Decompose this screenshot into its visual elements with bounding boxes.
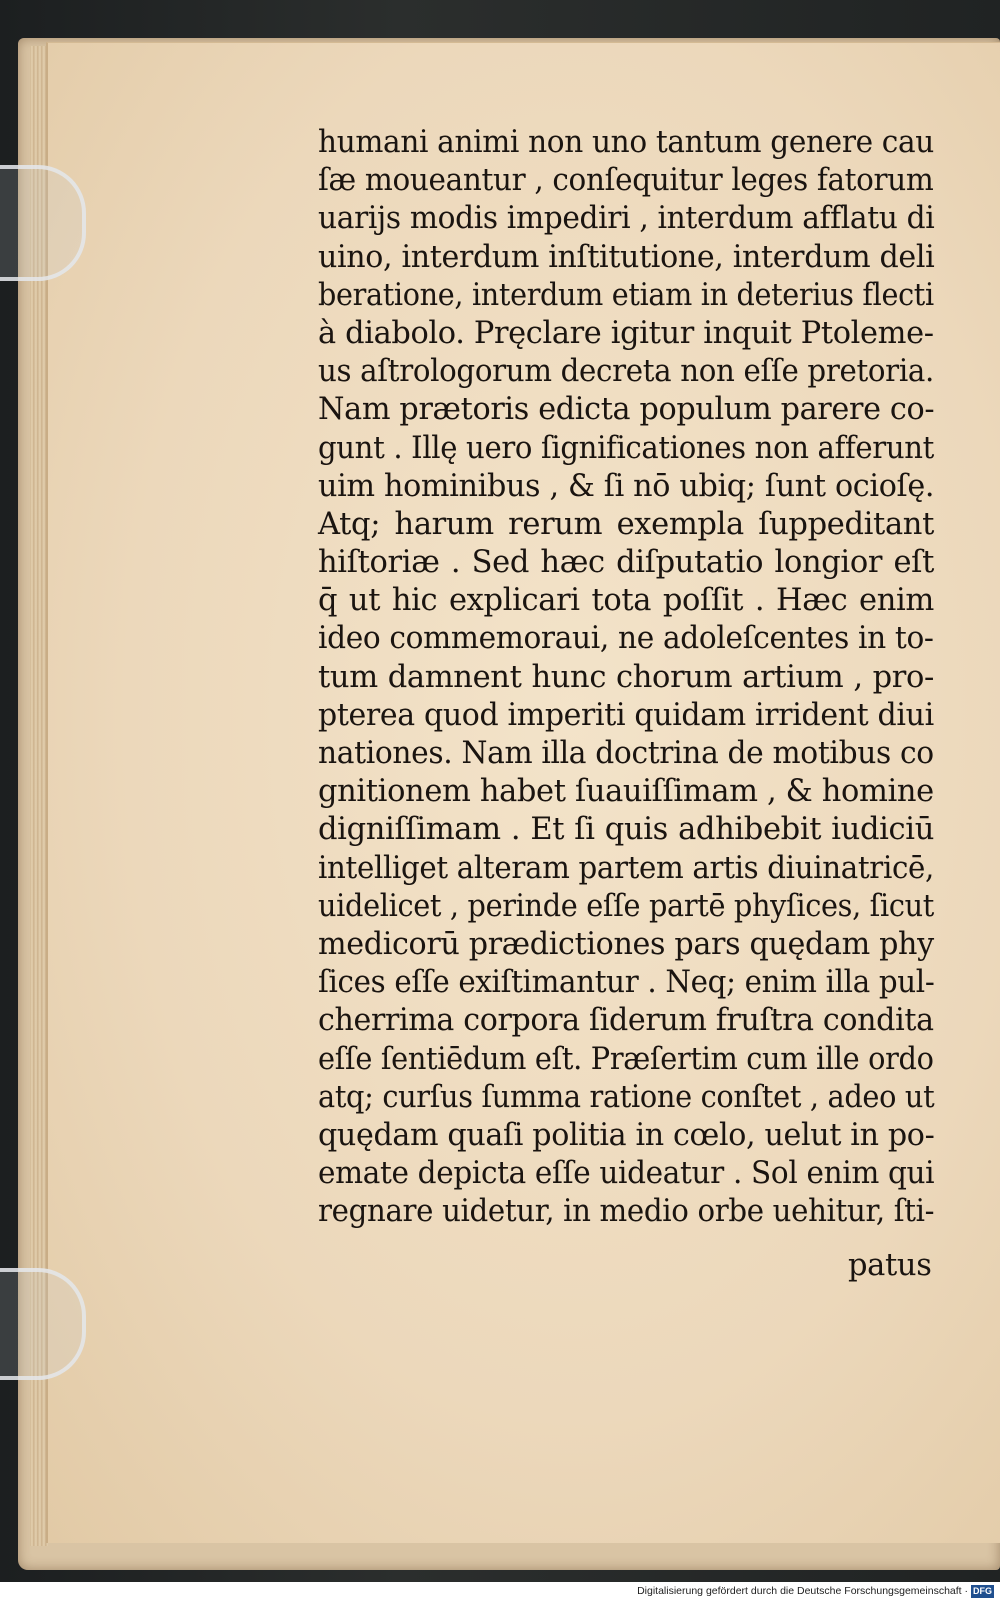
text-line: q̄ ut hic explicari tota poſſit . Hæc enim (318, 583, 934, 619)
text-line: ſæ moueantur , conſequitur leges fatorum (318, 163, 934, 199)
text-line: tum damnent hunc chorum artium , pro- (318, 659, 934, 695)
text-line: medicorū prædictiones pars quędam phy (318, 926, 934, 962)
text-line: gunt . Illę uero ſignificationes non afferunt (318, 430, 935, 466)
text-line: intelliget alteram partem artis diuinatricē, (318, 850, 934, 886)
catchword: patus (848, 1248, 932, 1283)
text-line: uino, interdum inſtitutione, interdum deli (318, 239, 935, 275)
text-line: digniſſimam . Et ſi quis adhibebit iudiciū (318, 812, 934, 848)
text-line: regnare uidetur, in medio orbe uehitur, ſti- (318, 1194, 935, 1230)
book-clip-top (0, 165, 86, 281)
text-line: pterea quod imperiti quidam irrident diui (318, 697, 934, 733)
page-text (318, 124, 934, 1231)
text-line: uarijs modis impediri , interdum afflatu di (318, 201, 935, 237)
text-line: Atq; harum rerum exempla ſuppeditant (318, 506, 934, 542)
text-line: quędam quaſi politia in cœlo, uelut in po- (318, 1117, 935, 1153)
dfg-logo: DFG (973, 1586, 992, 1596)
text-line: us aſtrologorum decreta non eſſe pretoria. (318, 354, 934, 390)
text-line: emate depicta eſſe uideatur . Sol enim qui (318, 1156, 935, 1192)
text-line: eſſe ſentiēdum eſt. Præſertim cum ille ordo (318, 1041, 934, 1077)
text-line: uim hominibus , & ſi nō ubiq; ſunt ocioſę. (318, 468, 935, 504)
text-line: à diabolo. Pręclare igitur inquit Ptoleme- (318, 315, 934, 351)
text-line: gnitionem habet ſuauiſſimam , & homine (318, 774, 934, 810)
funding-credit: Digitalisierung gefördert durch die Deutsche Forschungsgemeinschaft · (637, 1585, 968, 1597)
text-line: ideo commemoraui, ne adoleſcentes in to- (318, 621, 934, 657)
text-line: nationes. Nam illa doctrina de motibus co (318, 736, 934, 771)
text-line: humani animi non uno tantum genere cau (318, 125, 934, 160)
text-line: cherrima corpora ſiderum fruſtra condita (318, 1003, 934, 1039)
text-line: ſices eſſe exiſtimantur . Neq; enim illa pul- (318, 965, 935, 1001)
text-line: hiſtoriæ . Sed hæc diſputatio longior eſt (318, 545, 934, 581)
text-line: atq; curſus ſumma ratione conſtet , adeo ut (318, 1079, 935, 1115)
book-clip-bottom (0, 1268, 86, 1380)
text-line: Nam prætoris edicta populum parere co- (318, 392, 935, 428)
text-line: uidelicet , perinde eſſe partē phyſices, ſicut (318, 888, 934, 924)
text-line: beratione, interdum etiam in deterius flecti (318, 277, 934, 313)
